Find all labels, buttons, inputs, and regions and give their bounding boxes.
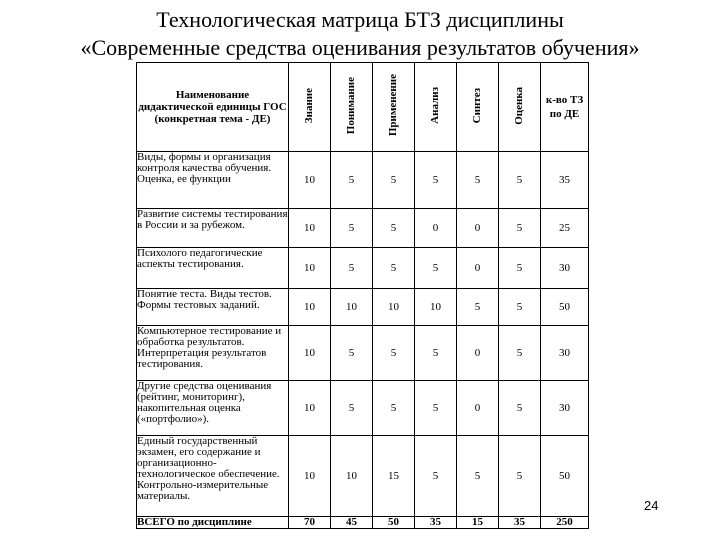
row-value-cell: 5 (331, 209, 373, 248)
row-value-cell: 10 (289, 326, 331, 381)
total-value-cell: 50 (373, 517, 415, 529)
row-value-cell: 0 (415, 209, 457, 248)
table-row (137, 209, 589, 248)
row-value-cell: 30 (541, 381, 589, 436)
row-topic-name: Понятие теста. Виды тестов. Формы тестовых заданий. (137, 289, 289, 326)
row-value-cell: 5 (373, 248, 415, 289)
row-value-cell: 0 (457, 381, 499, 436)
row-value-cell: 0 (457, 326, 499, 381)
row-value-cell: 10 (289, 248, 331, 289)
row-value-cell: 10 (289, 152, 331, 209)
row-value-cell: 5 (457, 152, 499, 209)
row-topic-name: Компьютерное тестирование и обработка результатов. Интерпретация результатов тестирования. (137, 326, 289, 381)
row-value-cell: 15 (373, 436, 415, 517)
row-value-cell: 50 (541, 436, 589, 517)
row-value-cell: 5 (373, 152, 415, 209)
table-row (137, 152, 589, 209)
row-value-cell: 5 (415, 381, 457, 436)
row-value-cell: 5 (499, 152, 541, 209)
row-topic-name: Развитие системы тестирования в России и за рубежом. (137, 209, 289, 248)
row-value-cell: 10 (331, 436, 373, 517)
row-value-cell: 10 (373, 289, 415, 326)
row-value-cell: 5 (499, 381, 541, 436)
row-value-cell: 5 (415, 436, 457, 517)
row-value-cell: 10 (415, 289, 457, 326)
title-line-1: Технологическая матрица БТЗ дисциплины (156, 7, 564, 32)
row-topic-name: Психолого педагогические аспекты тестирования. (137, 248, 289, 289)
row-value-cell: 5 (373, 326, 415, 381)
header-level-evaluation: Оценка (499, 63, 541, 152)
row-value-cell: 25 (541, 209, 589, 248)
row-value-cell: 5 (331, 326, 373, 381)
total-value-cell: 70 (289, 517, 331, 529)
row-value-cell: 5 (331, 152, 373, 209)
total-row (137, 517, 589, 529)
row-value-cell: 0 (457, 209, 499, 248)
table-row (137, 289, 589, 326)
header-level-understanding: Понимание (331, 63, 373, 152)
row-value-cell: 5 (499, 209, 541, 248)
row-value-cell: 50 (541, 289, 589, 326)
row-value-cell: 5 (457, 436, 499, 517)
row-value-cell: 5 (457, 289, 499, 326)
total-value-cell: 15 (457, 517, 499, 529)
header-level-application: Применение (373, 63, 415, 152)
row-value-cell: 30 (541, 248, 589, 289)
row-topic-name: Единый государственный экзамен, его содержание и организационно-технологическое обеспечение. Контрольно-измерительные материалы. (137, 436, 289, 517)
total-value-cell: 35 (415, 517, 457, 529)
title-line-2: «Современные средства оценивания результатов обучения» (80, 35, 640, 60)
slide-title (0, 6, 720, 62)
total-label: ВСЕГО по дисциплине (137, 517, 289, 529)
row-value-cell: 5 (373, 209, 415, 248)
header-level-synthesis: Синтез (457, 63, 499, 152)
table-row (137, 381, 589, 436)
row-value-cell: 10 (331, 289, 373, 326)
row-value-cell: 5 (415, 326, 457, 381)
table-row (137, 326, 589, 381)
total-value-cell: 250 (541, 517, 589, 529)
row-value-cell: 5 (373, 381, 415, 436)
row-value-cell: 0 (457, 248, 499, 289)
row-topic-name: Другие средства оценивания (рейтинг, мониторинг), накопительная оценка («портфолио»). (137, 381, 289, 436)
header-level-analysis: Анализ (415, 63, 457, 152)
row-value-cell: 30 (541, 326, 589, 381)
row-value-cell: 10 (289, 436, 331, 517)
row-value-cell: 10 (289, 209, 331, 248)
row-value-cell: 5 (499, 436, 541, 517)
row-value-cell: 5 (415, 248, 457, 289)
row-value-cell: 5 (499, 289, 541, 326)
page-number: 24 (644, 498, 659, 513)
table-row (137, 248, 589, 289)
header-row (137, 63, 589, 152)
total-value-cell: 45 (331, 517, 373, 529)
technology-matrix-table (136, 62, 589, 529)
row-value-cell: 10 (289, 289, 331, 326)
header-name: Наименование дидактической единицы ГОС (конкретная тема - ДЕ) (137, 63, 289, 152)
table-row (137, 436, 589, 517)
row-value-cell: 5 (331, 248, 373, 289)
header-count: к-во ТЗ по ДЕ (541, 63, 589, 152)
row-value-cell: 35 (541, 152, 589, 209)
row-topic-name: Виды, формы и организация контроля качества обучения. Оценка, ее функции (137, 152, 289, 209)
row-value-cell: 5 (499, 326, 541, 381)
row-value-cell: 5 (331, 381, 373, 436)
row-value-cell: 5 (415, 152, 457, 209)
row-value-cell: 5 (499, 248, 541, 289)
total-value-cell: 35 (499, 517, 541, 529)
header-level-knowledge: Знание (289, 63, 331, 152)
row-value-cell: 10 (289, 381, 331, 436)
